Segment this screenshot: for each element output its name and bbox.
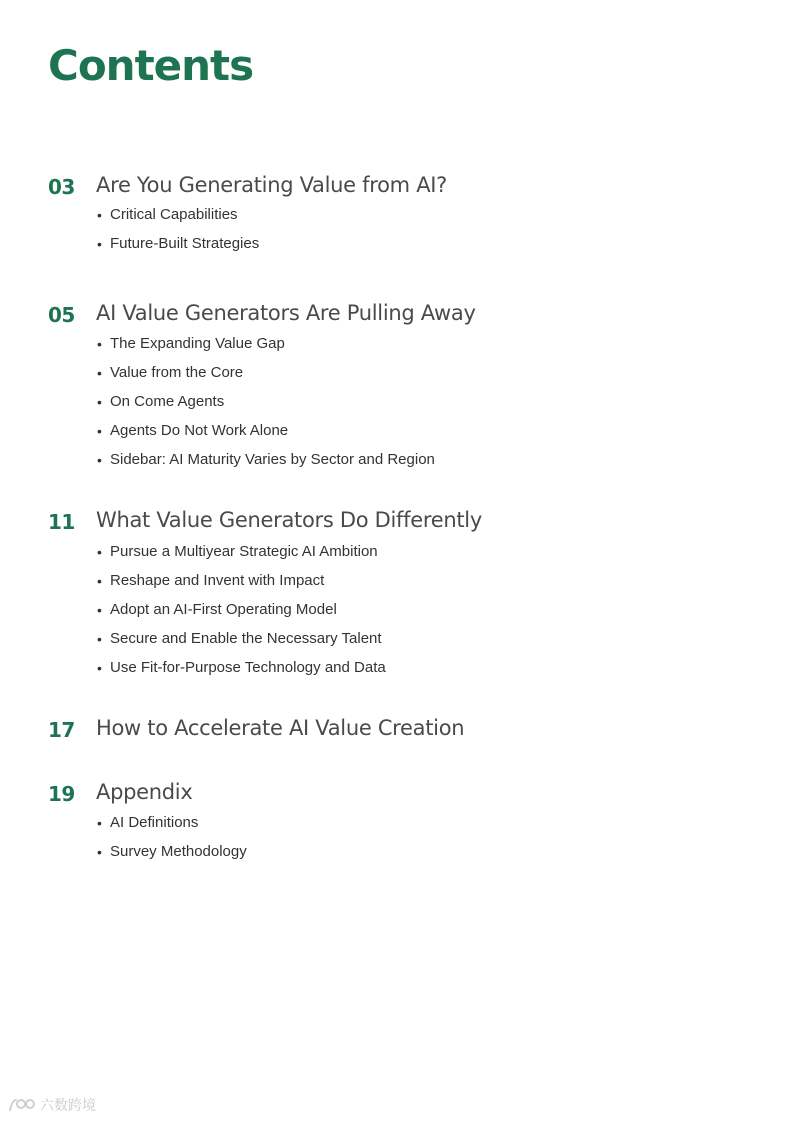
subsection-item[interactable] xyxy=(0,571,793,600)
section-title[interactable]: AI Value Generators Are Pulling Away xyxy=(96,301,476,325)
subsection-list xyxy=(0,334,793,479)
subsection-list xyxy=(0,813,793,871)
section-title[interactable]: Appendix xyxy=(96,780,193,804)
bullet-icon: • xyxy=(97,452,102,468)
subsection-item[interactable] xyxy=(0,658,793,687)
subsection-label[interactable]: Reshape and Invent with Impact xyxy=(110,572,325,589)
bullet-icon: • xyxy=(97,815,102,831)
section-page-number: 19 xyxy=(48,782,75,806)
section-page-number: 03 xyxy=(48,175,75,199)
subsection-label[interactable]: Survey Methodology xyxy=(110,843,247,860)
bullet-icon: • xyxy=(97,336,102,352)
toc-section xyxy=(0,778,793,871)
subsection-label[interactable]: Value from the Core xyxy=(110,364,244,381)
subsection-item[interactable] xyxy=(0,363,793,392)
bullet-icon: • xyxy=(97,365,102,381)
watermark xyxy=(8,1094,96,1116)
subsection-label[interactable]: Adopt an AI-First Operating Model xyxy=(110,601,337,618)
subsection-label[interactable]: Secure and Enable the Necessary Talent xyxy=(110,630,382,647)
subsection-item[interactable] xyxy=(0,421,793,450)
section-heading[interactable] xyxy=(0,171,793,203)
bullet-icon: • xyxy=(97,631,102,647)
subsection-item[interactable] xyxy=(0,450,793,479)
subsection-label[interactable]: Pursue a Multiyear Strategic AI Ambition xyxy=(110,543,378,560)
section-heading[interactable] xyxy=(0,778,793,810)
bullet-icon: • xyxy=(97,844,102,860)
subsection-item[interactable] xyxy=(0,205,793,234)
subsection-item[interactable] xyxy=(0,392,793,421)
bullet-icon: • xyxy=(97,236,102,252)
section-title[interactable]: What Value Generators Do Differently xyxy=(96,508,482,532)
subsection-item[interactable] xyxy=(0,629,793,658)
subsection-item[interactable] xyxy=(0,542,793,571)
section-page-number: 05 xyxy=(48,303,75,327)
toc-section xyxy=(0,506,793,687)
subsection-item[interactable] xyxy=(0,813,793,842)
bullet-icon: • xyxy=(97,660,102,676)
bullet-icon: • xyxy=(97,207,102,223)
section-page-number: 11 xyxy=(48,510,75,534)
subsection-item[interactable] xyxy=(0,842,793,871)
subsection-label[interactable]: The Expanding Value Gap xyxy=(110,335,285,352)
toc-section xyxy=(0,299,793,479)
subsection-label[interactable]: On Come Agents xyxy=(110,393,225,410)
watermark-text: 六数跨境 xyxy=(40,1098,96,1114)
subsection-list xyxy=(0,542,793,687)
page-title: Contents xyxy=(48,41,254,90)
subsection-label[interactable]: Sidebar: AI Maturity Varies by Sector and Region xyxy=(110,451,435,468)
subsection-item[interactable] xyxy=(0,600,793,629)
subsection-label[interactable]: Future-Built Strategies xyxy=(110,235,260,252)
subsection-item[interactable] xyxy=(0,334,793,363)
subsection-label[interactable]: Agents Do Not Work Alone xyxy=(110,422,289,439)
bullet-icon: • xyxy=(97,394,102,410)
subsection-list xyxy=(0,205,793,263)
subsection-item[interactable] xyxy=(0,234,793,263)
subsection-label[interactable]: Use Fit-for-Purpose Technology and Data xyxy=(110,659,386,676)
section-heading[interactable] xyxy=(0,506,793,538)
bullet-icon: • xyxy=(97,573,102,589)
section-heading[interactable] xyxy=(0,714,793,746)
bullet-icon: • xyxy=(97,544,102,560)
section-title[interactable]: Are You Generating Value from AI? xyxy=(96,173,448,197)
toc-section xyxy=(0,714,793,746)
section-page-number: 17 xyxy=(48,718,75,742)
subsection-label[interactable]: AI Definitions xyxy=(110,814,199,831)
bullet-icon: • xyxy=(97,602,102,618)
subsection-label[interactable]: Critical Capabilities xyxy=(110,206,238,223)
section-title[interactable]: How to Accelerate AI Value Creation xyxy=(96,716,465,740)
bullet-icon: • xyxy=(97,423,102,439)
section-heading[interactable] xyxy=(0,299,793,331)
toc-section xyxy=(0,171,793,263)
logo-mark-icon xyxy=(8,1096,36,1114)
